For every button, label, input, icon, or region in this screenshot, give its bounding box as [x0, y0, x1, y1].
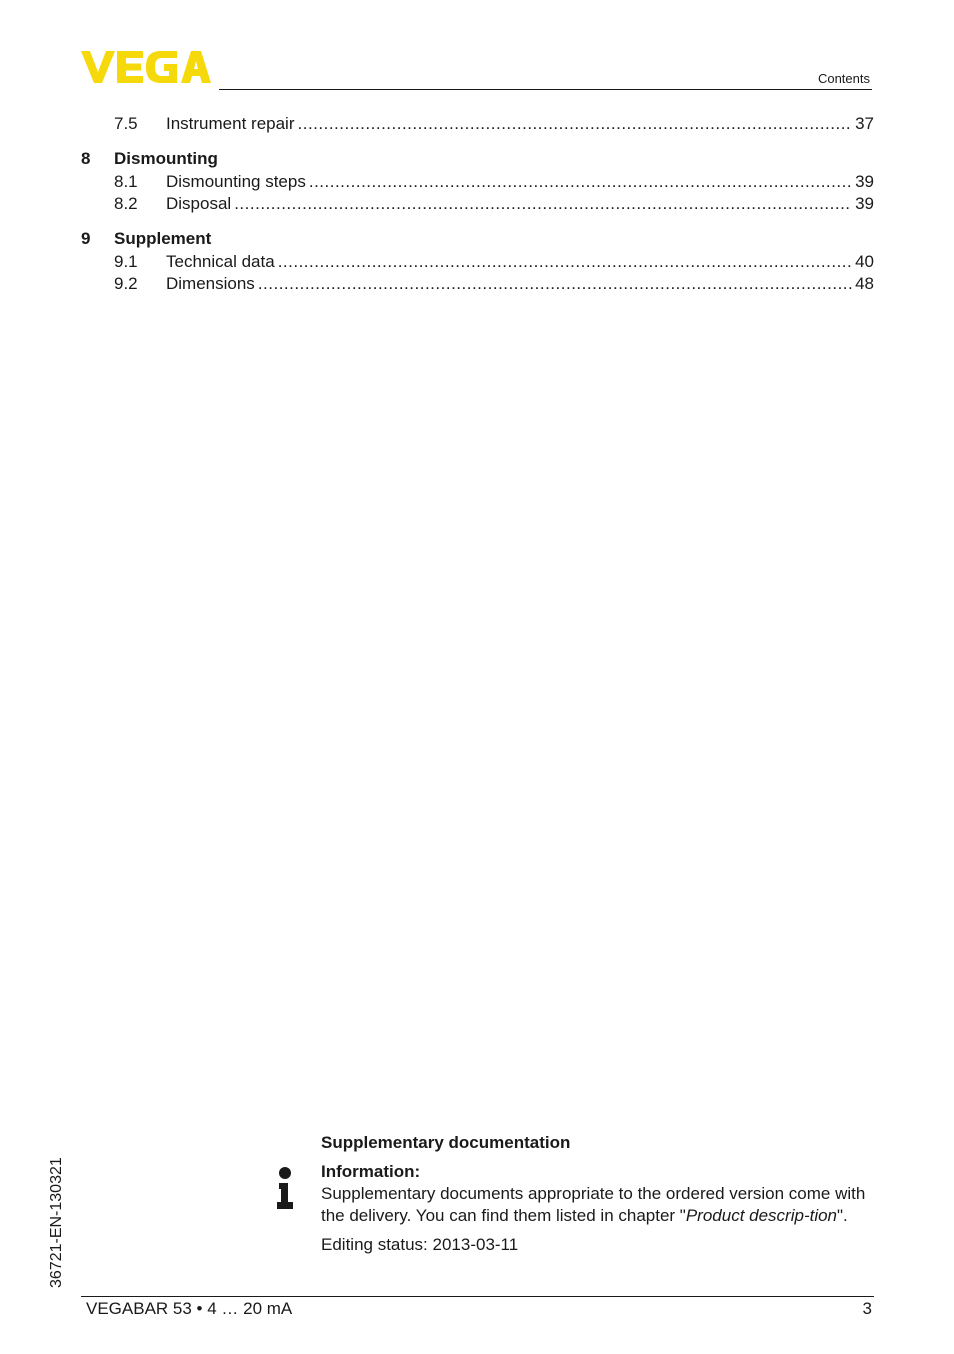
- toc-chapter-number: 8: [81, 149, 91, 168]
- toc-entry-page: 37: [855, 114, 874, 133]
- toc-chapter: [81, 147, 874, 215]
- toc-entry[interactable]: [81, 273, 874, 295]
- toc-entry-number: 8.1: [114, 172, 138, 191]
- toc-dot-leader: [258, 273, 852, 295]
- toc-entry-title: Disposal: [166, 194, 232, 213]
- toc-chapter-title: Dismounting: [114, 149, 218, 168]
- footer-product: VEGABAR 53 • 4 … 20 mA: [86, 1299, 293, 1318]
- toc-chapter-heading[interactable]: [81, 147, 874, 170]
- editing-status: Editing status: 2013-03-11: [321, 1235, 519, 1254]
- supplementary-heading: Supplementary documentation: [321, 1133, 571, 1152]
- toc-entry-title: Technical data: [166, 252, 275, 271]
- toc-entry[interactable]: [81, 171, 874, 193]
- toc-entry-number: 9.1: [114, 252, 138, 271]
- toc-chapter-number: 9: [81, 229, 91, 248]
- toc-entry-number: 7.5: [114, 114, 138, 133]
- toc-entry[interactable]: [81, 251, 874, 273]
- toc-chapter-heading[interactable]: [81, 227, 874, 250]
- toc-entry-number: 8.2: [114, 194, 138, 213]
- information-text: [321, 1183, 876, 1227]
- toc-chapter-title: Supplement: [114, 229, 212, 248]
- header-rule: [219, 89, 872, 90]
- toc-entry-title: Dismounting steps: [166, 172, 306, 191]
- toc-dot-leader: [309, 171, 852, 193]
- table-of-contents: [81, 113, 874, 295]
- footer-page-number: 3: [862, 1299, 872, 1318]
- chapter-reference: Product descrip-tion: [685, 1206, 838, 1225]
- toc-entry-page: 39: [855, 172, 874, 191]
- toc-dot-leader: [234, 193, 852, 215]
- information-text-part: Supplementary documents appropriate to the ordered version come with the delivery. You can find them listed in chapter ": [321, 1184, 866, 1225]
- header-section-label: Contents: [817, 71, 870, 86]
- toc-entry-number: 9.2: [114, 274, 138, 293]
- toc-dot-leader: [298, 113, 853, 135]
- supplementary-documentation: [321, 1132, 876, 1256]
- toc-chapter: [81, 227, 874, 295]
- information-text-end: ".: [837, 1206, 848, 1225]
- toc-entry-page: 40: [855, 252, 874, 271]
- toc-entry-title: Dimensions: [166, 274, 255, 293]
- toc-entry-page: 48: [855, 274, 874, 293]
- toc-entry[interactable]: [81, 113, 874, 135]
- information-icon: [276, 1167, 294, 1209]
- vega-logo: [81, 51, 211, 83]
- toc-entry[interactable]: [81, 193, 874, 215]
- toc-entry-title: Instrument repair: [166, 114, 295, 133]
- footer-rule: [81, 1296, 874, 1297]
- toc-dot-leader: [278, 251, 852, 273]
- document-code: 36721-EN-130321: [48, 1157, 65, 1288]
- toc-entry-page: 39: [855, 194, 874, 213]
- information-label: Information:: [321, 1162, 421, 1181]
